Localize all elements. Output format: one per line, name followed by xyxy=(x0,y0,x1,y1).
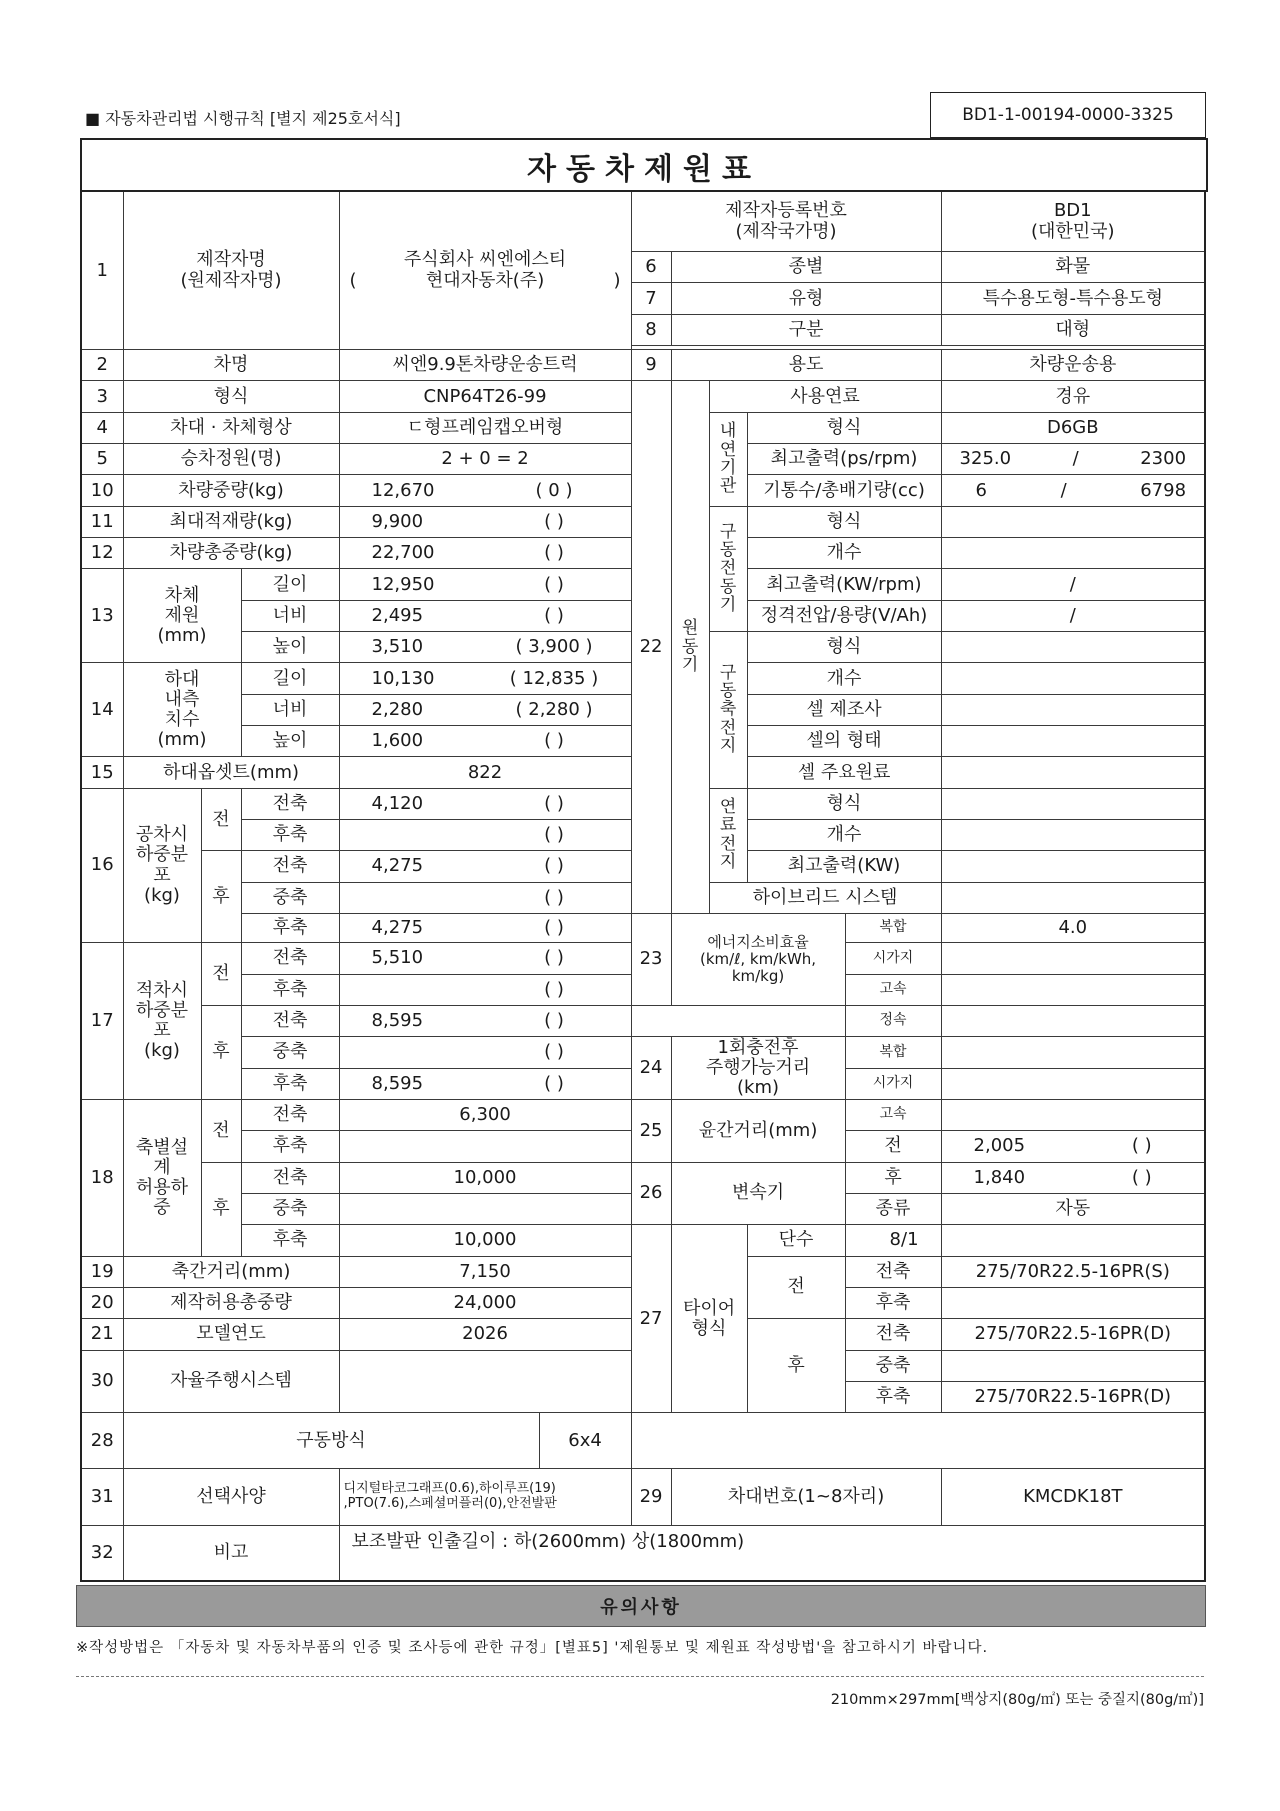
range-city-label: 시가지 xyxy=(845,1068,941,1099)
tire-rear-mid-label: 중축 xyxy=(845,1350,941,1381)
loaded-rear-mid-value: ( ) xyxy=(339,1037,631,1068)
stages-value xyxy=(845,1225,941,1256)
rated-label: 정격전압/용량(V/Ah) xyxy=(747,600,941,631)
engine-form-value: D6GB xyxy=(941,412,1205,443)
bed-width-value: 2,280 ( 2,280 ) xyxy=(339,694,631,725)
empty-load-label: 공차시 하중분포 (kg) xyxy=(123,788,201,943)
kind-value: 화물 xyxy=(941,252,1205,283)
motor-count-value xyxy=(941,538,1205,569)
row-num-8: 8 xyxy=(631,314,671,345)
cylinders: 6 xyxy=(975,479,987,501)
bed-offset-label: 하대옵셋트(mm) xyxy=(123,757,339,788)
rated-value: / xyxy=(941,600,1205,631)
vin-value: KMCDK18T xyxy=(941,1468,1205,1525)
fc-count-label: 개수 xyxy=(747,820,941,851)
empty-front-rear-value: ( ) xyxy=(339,820,631,851)
fuelcell-label: 연료전지 xyxy=(709,788,747,882)
page-title: 자동차제원표 xyxy=(80,138,1208,192)
row-num-1: 1 xyxy=(81,191,123,350)
permit-gross-value: 24,000 xyxy=(339,1287,631,1318)
range-combined-label: 복합 xyxy=(845,1037,941,1068)
battery-form-value xyxy=(941,632,1205,663)
max-power-value xyxy=(941,444,1205,475)
row-num-19: 19 xyxy=(81,1256,123,1287)
eff-combined-value: 4.0 xyxy=(941,914,1205,943)
row-num-9: 9 xyxy=(631,350,671,381)
power-rpm: 2300 xyxy=(1140,448,1187,470)
transmission-label: 변속기 xyxy=(671,1162,845,1225)
manufacturer-label: 제작자명 (원제작자명) xyxy=(123,191,339,350)
cell-material-value xyxy=(941,757,1205,788)
slash: / xyxy=(900,1229,908,1251)
front-axle-label: 전축 xyxy=(241,788,339,819)
body-length-label: 길이 xyxy=(241,569,339,600)
gross-weight-label: 차량총중량(kg) xyxy=(123,538,339,569)
max-load-label: 최대적재량(kg) xyxy=(123,506,339,537)
mid-axle-label: 중축 xyxy=(241,1037,339,1068)
row-num-24: 24 xyxy=(631,1037,671,1100)
engine-label: 원동기 xyxy=(671,381,709,914)
eff-constant-value xyxy=(941,1006,1205,1037)
capacity-value: 2 + 0 = 2 xyxy=(339,444,631,475)
tire-front-label: 전 xyxy=(747,1256,845,1319)
row-num-2: 2 xyxy=(81,350,123,381)
body-height-value: 3,510 ( 3,900 ) xyxy=(339,632,631,663)
curb-weight-value: 12,670 ( 0 ) xyxy=(339,475,631,506)
spec-table xyxy=(80,190,1206,1582)
row-num-26: 26 xyxy=(631,1162,671,1225)
wheelbase-value: 7,150 xyxy=(339,1256,631,1287)
cell-form-label: 셀의 형태 xyxy=(747,726,941,757)
motor-label: 구동전동기 xyxy=(709,506,747,631)
purpose-label: 용도 xyxy=(671,350,941,381)
vehicle-name-value: 씨엔9.9톤차량운송트럭 xyxy=(339,350,631,381)
row-num-14: 14 xyxy=(81,663,123,757)
body-width-label: 너비 xyxy=(241,600,339,631)
design-rear-front-value: 10,000 xyxy=(339,1162,631,1193)
motor-power-label: 최고출력(KW/rpm) xyxy=(747,569,941,600)
fc-count-value xyxy=(941,820,1205,851)
rear-axle-label: 후축 xyxy=(241,1068,339,1099)
max-load-value: 9,900 ( ) xyxy=(339,506,631,537)
tire-front-value: 275/70R22.5-16PR(S) xyxy=(941,1256,1205,1287)
row-num-12: 12 xyxy=(81,538,123,569)
fuel-label: 사용연료 xyxy=(709,381,941,412)
forward-gears: 8 xyxy=(889,1229,901,1251)
rear-axle-label: 후축 xyxy=(241,914,339,943)
range-combined-value xyxy=(941,1037,1205,1068)
front-axle-label: 전축 xyxy=(241,1006,339,1037)
manufacturer-value xyxy=(339,191,631,350)
rear-axle-label: 후축 xyxy=(241,974,339,1005)
front-label: 전 xyxy=(201,788,241,851)
track-front-value: 2,005 ( ) xyxy=(941,1131,1205,1162)
row-num-30: 30 xyxy=(81,1350,123,1413)
row-num-17: 17 xyxy=(81,943,123,1100)
track-label: 윤간거리(mm) xyxy=(671,1100,845,1163)
bed-width-label: 너비 xyxy=(241,694,339,725)
front-label: 전 xyxy=(201,1100,241,1163)
mfr-reg-label: 제작자등록번호 (제작국가명) xyxy=(631,191,941,252)
purpose-value: 차량운송용 xyxy=(941,350,1205,381)
row-num-21: 21 xyxy=(81,1319,123,1350)
track-rear-value: 1,840 ( ) xyxy=(941,1162,1205,1193)
cell-maker-value xyxy=(941,694,1205,725)
battery-label: 구동축전지 xyxy=(709,632,747,789)
tire-rear-mid-value xyxy=(941,1350,1205,1381)
tire-label: 타이어 형식 xyxy=(671,1225,747,1413)
front-axle-label: 전축 xyxy=(241,1100,339,1131)
ice-label: 내연기관 xyxy=(709,412,747,506)
bed-dims-label: 하대 내측 치수 (mm) xyxy=(123,663,241,757)
paren-close: ) xyxy=(613,269,621,291)
hybrid-label: 하이브리드 시스템 xyxy=(709,882,941,913)
cell-material-label: 셀 주요원료 xyxy=(747,757,941,788)
row-num-10: 10 xyxy=(81,475,123,506)
options-label: 선택사양 xyxy=(123,1468,339,1525)
row-num-22: 22 xyxy=(631,381,671,914)
bed-offset-value: 822 xyxy=(339,757,631,788)
row-num-11: 11 xyxy=(81,506,123,537)
tire-front-rear-label: 후축 xyxy=(845,1287,941,1318)
power-ps: 325.0 xyxy=(959,448,1012,470)
options-value: 디지털타코그래프(0.6),하이루프(19) ,PTO(7.6),스페셜머플러(0),안전발판 xyxy=(339,1468,631,1525)
form-reference: ■ 자동차관리법 시행규칙 [별지 제25호서식] xyxy=(85,109,401,128)
motor-power-value: / xyxy=(941,569,1205,600)
loaded-load-label: 적차시 하중분포 (kg) xyxy=(123,943,201,1100)
cell-form-value xyxy=(941,726,1205,757)
drive-value: 6x4 xyxy=(539,1413,631,1469)
capacity-label: 승차정원(명) xyxy=(123,444,339,475)
front-axle-label: 전축 xyxy=(241,943,339,974)
hybrid-value xyxy=(941,882,1205,913)
range-highway-label: 고속 xyxy=(845,1100,941,1131)
design-rear-mid-value xyxy=(339,1194,631,1225)
class-label: 구분 xyxy=(671,314,941,345)
notice-bar: 유의사항 xyxy=(76,1585,1206,1627)
row-num-5: 5 xyxy=(81,444,123,475)
efficiency-gap xyxy=(631,1006,845,1037)
mfr-reg-value: BD1 (대한민국) xyxy=(941,191,1205,252)
wheelbase-label: 축간거리(mm) xyxy=(123,1256,339,1287)
row-num-23: 23 xyxy=(631,914,671,1006)
loaded-rear-rear-value: 8,595 ( ) xyxy=(339,1068,631,1099)
bed-height-label: 높이 xyxy=(241,726,339,757)
tire-rear-label: 후 xyxy=(747,1319,845,1413)
row-num-32: 32 xyxy=(81,1525,123,1581)
orig-manufacturer: 현대자동차(주) xyxy=(425,269,545,291)
row-num-31: 31 xyxy=(81,1468,123,1525)
empty-rear-rear-value: 4,275 ( ) xyxy=(339,914,631,943)
cyl-disp-label: 기통수/총배기량(cc) xyxy=(747,475,941,506)
remarks-label: 비고 xyxy=(123,1525,339,1581)
class-value: 대형 xyxy=(941,314,1205,345)
empty-front-value: 4,120 ( ) xyxy=(339,788,631,819)
tire-rear-rear-value: 275/70R22.5-16PR(D) xyxy=(941,1381,1205,1412)
motor-form-value xyxy=(941,506,1205,537)
motor-count-label: 개수 xyxy=(747,538,941,569)
rear-axle-label: 후축 xyxy=(241,820,339,851)
drive-label: 구동방식 xyxy=(123,1413,539,1469)
tire-front-rear-value xyxy=(941,1287,1205,1318)
row-num-15: 15 xyxy=(81,757,123,788)
tire-rear-front-label: 전축 xyxy=(845,1319,941,1350)
fc-power-value xyxy=(941,851,1205,882)
max-power-label: 최고출력(ps/rpm) xyxy=(747,444,941,475)
row-num-28: 28 xyxy=(81,1413,123,1469)
motor-form-label: 형식 xyxy=(747,506,941,537)
cell-maker-label: 셀 제조사 xyxy=(747,694,941,725)
rear-axle-label: 후축 xyxy=(241,1225,339,1256)
trans-type-label: 종류 xyxy=(845,1194,941,1225)
range-city-value xyxy=(941,1068,1205,1099)
ice-form-label: 형식 xyxy=(747,412,941,443)
row-num-20: 20 xyxy=(81,1287,123,1318)
row-num-29: 29 xyxy=(631,1468,671,1525)
displacement: 6798 xyxy=(1140,479,1187,501)
frame-shape-label: 차대 · 차체형상 xyxy=(123,412,339,443)
city-label: 시가지 xyxy=(845,943,941,974)
fc-power-label: 최고출력(KW) xyxy=(747,851,941,882)
tire-rear-rear-label: 후축 xyxy=(845,1381,941,1412)
paper-spec: 210mm×297mm[백상지(80g/㎡) 또는 중질지(80g/㎡)] xyxy=(830,1692,1204,1708)
battery-count-label: 개수 xyxy=(747,663,941,694)
front-label: 전 xyxy=(201,943,241,1006)
model-value: CNP64T26-99 xyxy=(339,381,631,412)
footnote: ※작성방법은 「자동차 및 자동차부품의 인증 및 조사등에 관한 규정」[별표5] '제원통보 및 제원표 작성방법'을 참고하시기 바랍니다. xyxy=(76,1640,989,1656)
efficiency-label: 에너지소비효율 (km/ℓ, km/kWh, km/kg) xyxy=(671,914,845,1006)
slash: / xyxy=(1060,479,1067,501)
slash: / xyxy=(1072,448,1079,470)
constant-label: 정속 xyxy=(845,1006,941,1037)
bed-length-label: 길이 xyxy=(241,663,339,694)
vin-label: 차대번호(1~8자리) xyxy=(671,1468,941,1525)
rear-axle-label: 후축 xyxy=(241,1131,339,1162)
row-num-27: 27 xyxy=(631,1225,671,1413)
row-num-25: 25 xyxy=(631,1100,671,1163)
bed-length-value: 10,130 ( 12,835 ) xyxy=(339,663,631,694)
tire-front-axle-label: 전축 xyxy=(845,1256,941,1287)
body-length-value: 12,950 ( ) xyxy=(339,569,631,600)
row-num-4: 4 xyxy=(81,412,123,443)
trans-type-value: 자동 xyxy=(941,1194,1205,1225)
range-highway-value xyxy=(941,1100,1205,1131)
design-front-value: 6,300 xyxy=(339,1100,631,1131)
divider xyxy=(76,1676,1204,1677)
model-year-value: 2026 xyxy=(339,1319,631,1350)
fc-form-label: 형식 xyxy=(747,788,941,819)
frame-shape-value: ㄷ형프레임캡오버형 xyxy=(339,412,631,443)
mid-axle-label: 중축 xyxy=(241,1194,339,1225)
manufacturer-name: 주식회사 씨엔에스티 xyxy=(403,249,567,271)
row-num-6: 6 xyxy=(631,252,671,283)
model-year-label: 모델연도 xyxy=(123,1319,339,1350)
eff-city-value xyxy=(941,943,1205,974)
eff-highway-value xyxy=(941,974,1205,1005)
battery-count-value xyxy=(941,663,1205,694)
row-num-16: 16 xyxy=(81,788,123,943)
mid-axle-label: 중축 xyxy=(241,882,339,913)
body-width-value: 2,495 ( ) xyxy=(339,600,631,631)
cyl-disp-value xyxy=(941,475,1205,506)
autonomous-value xyxy=(339,1350,631,1413)
battery-form-label: 형식 xyxy=(747,632,941,663)
axle-design-label: 축별설계 허용하중 xyxy=(123,1100,201,1257)
vehicle-name-label: 차명 xyxy=(123,350,339,381)
empty-rear-front-value: 4,275 ( ) xyxy=(339,851,631,882)
permit-gross-label: 제작허용총중량 xyxy=(123,1287,339,1318)
row-num-3: 3 xyxy=(81,381,123,412)
rear-label: 후 xyxy=(201,851,241,943)
loaded-rear-front-value: 8,595 ( ) xyxy=(339,1006,631,1037)
front-axle-label: 전축 xyxy=(241,1162,339,1193)
loaded-front-value: 5,510 ( ) xyxy=(339,943,631,974)
kind-label: 종별 xyxy=(671,252,941,283)
fc-form-value xyxy=(941,788,1205,819)
gross-weight-value: 22,700 ( ) xyxy=(339,538,631,569)
body-height-label: 높이 xyxy=(241,632,339,663)
empty-rear-mid-value: ( ) xyxy=(339,882,631,913)
row-num-18: 18 xyxy=(81,1100,123,1257)
remarks-value: 보조발판 인출길이 : 하(2600mm) 상(1800mm) xyxy=(339,1525,1205,1581)
fuel-value: 경유 xyxy=(941,381,1205,412)
stages-label: 단수 xyxy=(747,1225,845,1256)
document-code: BD1-1-00194-0000-3325 xyxy=(930,92,1206,138)
design-front-rear-value xyxy=(339,1131,631,1162)
loaded-front-rear-value: ( ) xyxy=(339,974,631,1005)
highway-label: 고속 xyxy=(845,974,941,1005)
body-dims-label: 차체 제원 (mm) xyxy=(123,569,241,663)
range-label: 1회충전후 주행가능거리 (km) xyxy=(671,1037,845,1100)
bed-height-value: 1,600 ( ) xyxy=(339,726,631,757)
paren-open: ( xyxy=(349,269,357,291)
front-axle-label: 전축 xyxy=(241,851,339,882)
row-num-7: 7 xyxy=(631,283,671,314)
track-rear-label: 후 xyxy=(845,1162,941,1193)
rear-label: 후 xyxy=(201,1006,241,1100)
type-label: 유형 xyxy=(671,283,941,314)
combined-label: 복합 xyxy=(845,914,941,943)
reverse-gears: 1 xyxy=(907,1229,919,1251)
tire-rear-front-value: 275/70R22.5-16PR(D) xyxy=(941,1319,1205,1350)
model-label: 형식 xyxy=(123,381,339,412)
curb-weight-label: 차량중량(kg) xyxy=(123,475,339,506)
rear-label: 후 xyxy=(201,1162,241,1256)
design-rear-rear-value: 10,000 xyxy=(339,1225,631,1256)
type-value: 특수용도형-특수용도형 xyxy=(941,283,1205,314)
autonomous-label: 자율주행시스템 xyxy=(123,1350,339,1413)
row-num-13: 13 xyxy=(81,569,123,663)
track-front-label: 전 xyxy=(845,1131,941,1162)
